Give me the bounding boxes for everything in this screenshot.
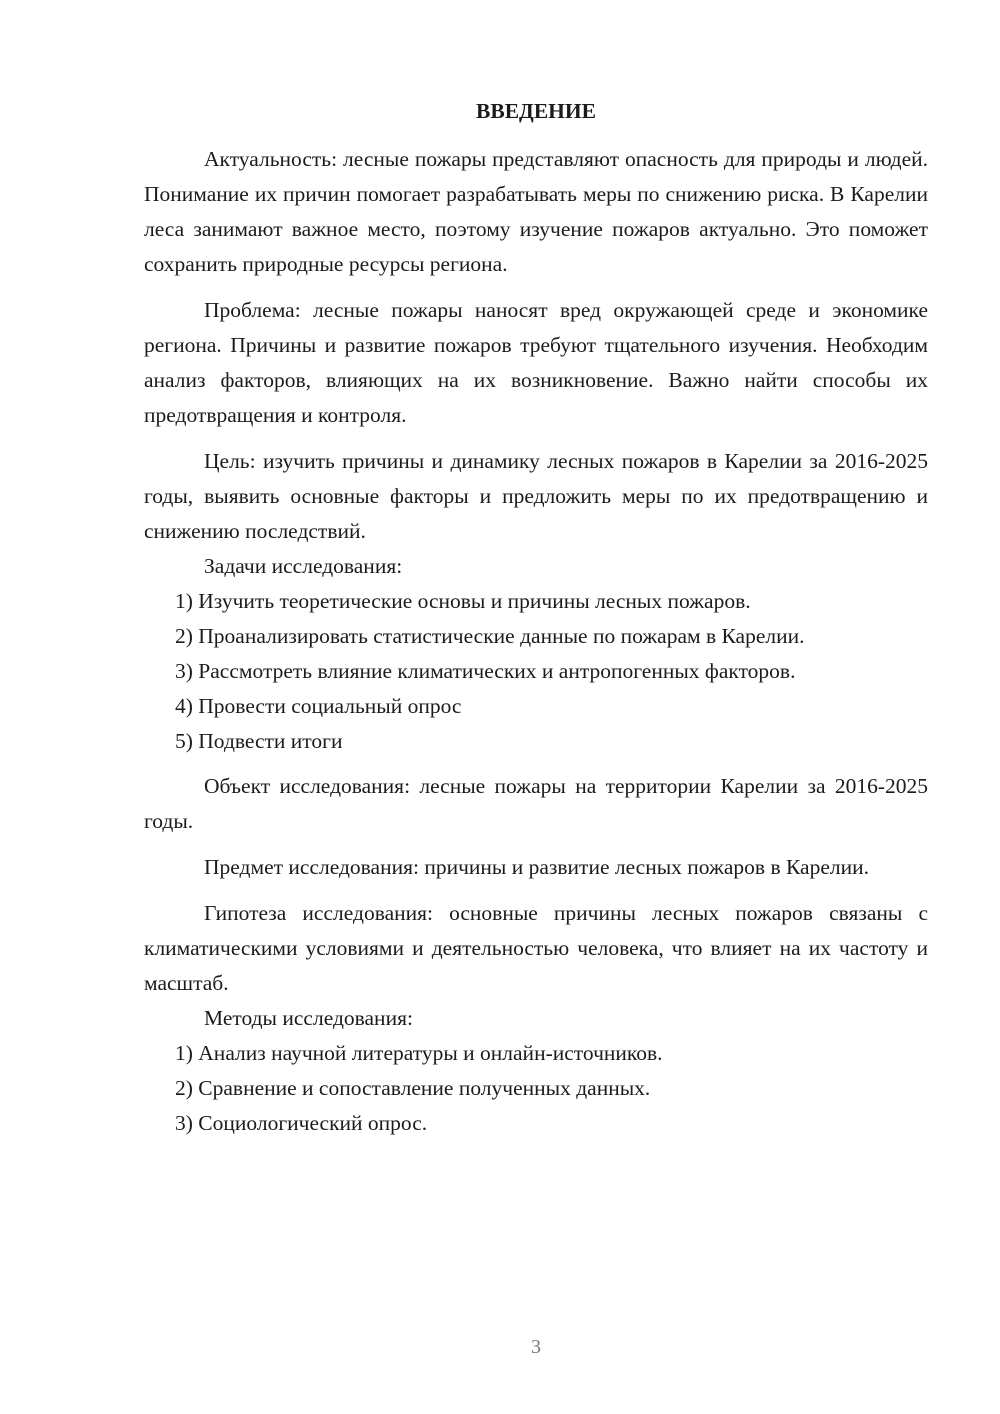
document-body [144, 142, 928, 1141]
task-item: 5) Подвести итоги [175, 729, 343, 753]
method-item: 2) Сравнение и сопоставление полученных данных. [175, 1076, 651, 1100]
tasks-label: Задачи исследования: [204, 554, 403, 578]
method-item: 1) Анализ научной литературы и онлайн-источников. [175, 1041, 663, 1065]
paragraph-subject: Предмет исследования: причины и развитие лесных пожаров в Карелии. [204, 855, 869, 879]
task-item: 4) Провести социальный опрос [175, 694, 462, 718]
methods-label: Методы исследования: [204, 1006, 413, 1030]
paragraph-goal: Цель: изучить причины и динамику лесных пожаров в Карелии за 2016-2025 годы, выявить основные факторы и предложить меры по их предотвращению и снижению последствий. [144, 449, 928, 543]
paragraph-hypothesis: Гипотеза исследования: основные причины лесных пожаров связаны с климатическими условиями и деятельностью человека, что влияет на их частоту и масштаб. [144, 901, 928, 995]
page-title: ВВЕДЕНИЕ [476, 99, 596, 123]
paragraph-problem: Проблема: лесные пожары наносят вред окружающей среде и экономике региона. Причины и развитие пожаров требуют тщательного изучения. Необходим анализ факторов, влияющих на их возникновение. Важно найти способы их предотвращения и контроля. [144, 298, 928, 427]
paragraph-relevance: Актуальность: лесные пожары представляют опасность для природы и людей. Понимание их причин помогает разрабатывать меры по снижению риска. В Карелии леса занимают важное место, поэтому изучение пожаров актуально. Это поможет сохранить природные ресурсы региона. [144, 147, 928, 276]
paragraph-object: Объект исследования: лесные пожары на территории Карелии за 2016-2025 годы. [144, 774, 928, 833]
task-item: 1) Изучить теоретические основы и причины лесных пожаров. [175, 589, 751, 613]
page-number: 3 [531, 1336, 541, 1358]
task-item: 3) Рассмотреть влияние климатических и антропогенных факторов. [175, 659, 796, 683]
task-item: 2) Проанализировать статистические данные по пожарам в Карелии. [175, 624, 805, 648]
method-item: 3) Социологический опрос. [175, 1111, 428, 1135]
